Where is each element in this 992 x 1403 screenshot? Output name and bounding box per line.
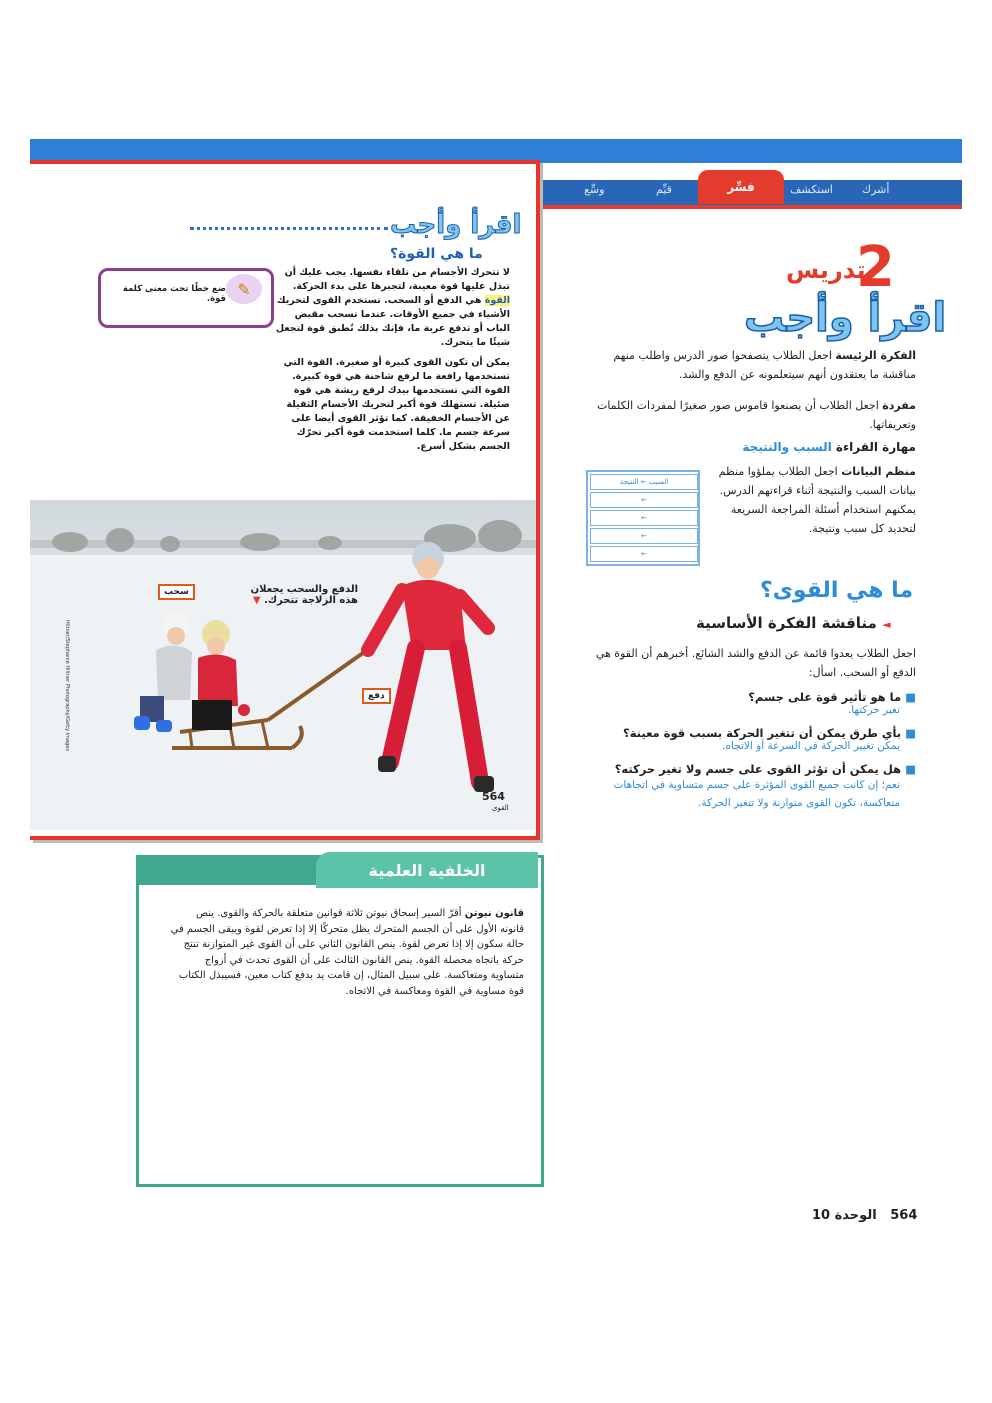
tab-explain[interactable]: فسِّر xyxy=(698,170,784,204)
student-page-text xyxy=(270,266,510,460)
sled-photo xyxy=(30,500,536,830)
answer: تغير حركتها. xyxy=(847,704,900,716)
pencil-icon: ✎ xyxy=(226,274,262,304)
main-idea-label: الفكرة الرئيسة xyxy=(835,349,916,362)
section-title: ما هي القوى؟ xyxy=(760,578,914,603)
organizer-label: منظم البيانات xyxy=(841,465,916,478)
graphic-row: ← xyxy=(590,528,698,544)
pull-label: سحب xyxy=(158,584,195,600)
answer: نعم؛ إن كانت جميع القوى المؤثرة على جسم متساوية في اتجاهات متعاكسة، تكون القوى متوازنة ولا تتغير الحركة. xyxy=(613,779,900,809)
question-text: ما هو تأثير قوة على جسم؟ xyxy=(748,690,902,704)
discuss-intro: اجعل الطلاب يعدوا قائمة عن الدفع والشد الشائع. أخبرهم أن القوة هي الدفع أو السحب. اسأل: xyxy=(595,647,916,679)
photo-credit: Hiltner/Stephanie Hiltner Photography/Getty Images xyxy=(64,620,70,751)
answer: يمكن تغيير الحركة في السرعة أو الاتجاه. xyxy=(722,740,900,752)
science-background-title: الخلفية العلمية xyxy=(316,852,538,888)
photo-caption xyxy=(250,584,358,606)
tab-bar-underline xyxy=(540,205,962,209)
page-footer xyxy=(812,1208,917,1223)
sled-photo-illustration xyxy=(30,500,536,830)
paragraph2: يمكن أن تكون القوى كبيرة أو صغيرة. القوة التي تستخدمها رافعة ما لرفع شاحنة هي قوة كبيرة. القوة التي تستخدمها بيدك لرفع ريشة هي قوة ضئيلة. تستهلك قوة أكبر لتحريك الأجسام الثقيلة عن الأجسام الخفيفة. كما تؤثر القوى أيضا على سرعة جسم ما. كلما استخدمت قوة أكبر تحرّك الجسم بشكل أسرع. xyxy=(283,357,510,452)
footer-page-number: 564 xyxy=(890,1208,918,1223)
main-idea-text: اجعل الطلاب يتصفحوا صور الدرس واطلب منهم مناقشة ما يعتقدون أنهم سيتعلمونه عن الدفع والشد. xyxy=(613,349,916,381)
step-number: 2 xyxy=(856,235,895,300)
question-text: هل يمكن أن تؤثر القوى على جسم ولا تغير حركته؟ xyxy=(614,762,902,776)
vocab-text: اجعل الطلاب أن يصنعوا قاموس صور صغيرًا لمفردات الكلمات وتعريفاتها. xyxy=(596,399,916,431)
title-dotted-rule xyxy=(190,227,388,230)
bullet-square-icon: ■ xyxy=(905,762,916,776)
question-list xyxy=(594,690,916,812)
vocab-block xyxy=(594,396,916,434)
science-background-box xyxy=(136,855,544,1187)
photo-caption-text: الدفع والسحب يجعلان هذه الزلاجة تتحرك. xyxy=(250,584,358,606)
newton-law-lead: قانون نيوتن xyxy=(464,908,524,919)
tab-extend[interactable]: وسِّع xyxy=(584,183,605,196)
question-text: بأي طرق يمكن أن تتغير الحركة بسبب قوة معينة؟ xyxy=(623,726,902,740)
graphic-row: ← xyxy=(590,492,698,508)
step-word: تدريس xyxy=(786,256,866,284)
discuss-title-text: مناقشة الفكرة الأساسية xyxy=(696,614,877,632)
graphic-row: ← xyxy=(590,546,698,562)
reading-skill xyxy=(660,440,916,454)
question xyxy=(594,762,916,776)
question xyxy=(594,690,916,704)
organizer-block xyxy=(716,462,916,538)
paragraph1-end: هي الدفع أو السحب. تستخدم القوى لتحريك الأشياء في جميع الأوقات. عندما تسحب مقبض الباب أو تدفع عربة ما، فإنك بذلك تُطبق قوة لتجعل شيئًا ما يتحرك. xyxy=(275,295,510,348)
vocab-label: مفردة xyxy=(882,399,916,412)
caption-arrow-icon: ▼ xyxy=(252,595,261,606)
margin-note-text: ضع خطًا تحت معنى كلمة قوة. xyxy=(122,284,226,304)
bullet-square-icon: ■ xyxy=(905,690,916,704)
tab-explore[interactable]: استكشف xyxy=(790,183,833,196)
student-page-number: 564 xyxy=(482,790,505,803)
graphic-header: السبب ← النتيجة xyxy=(590,474,698,490)
tab-engage[interactable]: أشرك xyxy=(862,183,890,196)
triangle-icon: ◄ xyxy=(882,618,891,631)
question-item xyxy=(594,690,916,716)
science-background-text xyxy=(170,906,524,999)
footer-unit: الوحدة 10 xyxy=(812,1208,877,1223)
discuss-title xyxy=(696,614,891,632)
push-label: دفع xyxy=(362,688,391,704)
cause-effect-graphic xyxy=(586,470,700,566)
question-item xyxy=(594,726,916,752)
graphic-row: ← xyxy=(590,510,698,526)
question-item xyxy=(594,762,916,812)
tab-evaluate[interactable]: قيِّم xyxy=(656,183,672,196)
main-idea-block xyxy=(594,346,916,384)
reading-skill-label: مهارة القراءة xyxy=(835,440,916,454)
paragraph1-start: لا تتحرك الأجسام من تلقاء نفسها. يجب عليك أن تبذل عليها قوة معينة، لتجبرها على بدء الحركة. xyxy=(284,267,510,292)
organizer-text: اجعل الطلاب يملؤوا منظم بيانات السبب والنتيجة أثناء قراءتهم الدرس. يمكنهم استخدام أسئلة المراجعة السريعة لتحديد كل سبب ونتيجة. xyxy=(718,465,916,535)
highlighted-term: القوة xyxy=(484,295,510,306)
reading-skill-value: السبب والنتيجة xyxy=(742,440,832,454)
newton-law-text: أقرّ السير إسحاق نيوتن ثلاثة قوانين متعلقة بالحركة والقوى. ينص قانونه الأول على أن الجسم المتحرك يظل متحركًا إلا إذا تعرض لقوة ويبقى الجسم في حالة سكون إلا إذا تعرض لقوة. ينص القانون الثاني على أن القوى غير المتوازنة تنتج حركة باتجاه محصلة القوة. ينص القانون الثالث على أن القوى تحدث في أزواج متساوية ومتعاكسة. على سبيل المثال، إن قامت يد بدفع كتاب معين، فسيبذل الكتاب قوة مساوية في القوة ومعاكسة في الاتجاه. xyxy=(170,908,524,997)
bullet-square-icon: ■ xyxy=(905,726,916,740)
question xyxy=(594,726,916,740)
student-page-subject: القوى xyxy=(492,804,509,812)
student-page-title: اقرأ وأجب xyxy=(390,210,522,240)
teach-title: اقرأ وأجب xyxy=(744,295,947,341)
student-page-question: ما هي القوة؟ xyxy=(390,246,483,262)
